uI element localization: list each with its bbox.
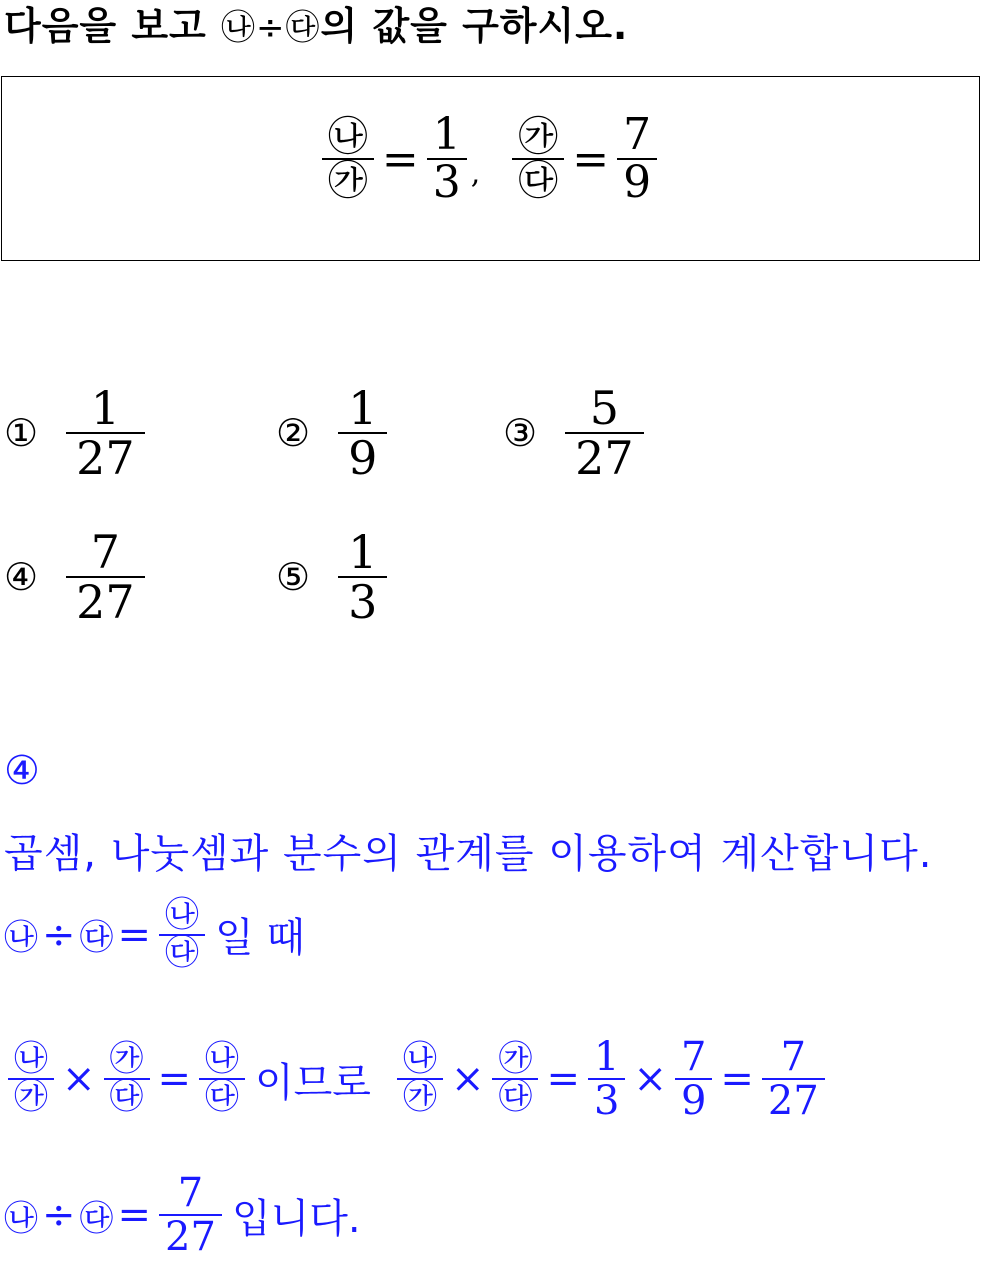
circled-da: ㉰ — [285, 8, 321, 48]
divide-sign: ÷ — [42, 1192, 76, 1238]
times-sign: × — [633, 1056, 667, 1102]
choice-marker: ③ — [503, 411, 538, 456]
choice-1[interactable] — [4, 381, 149, 486]
given-equations — [0, 109, 979, 209]
question-text — [4, 2, 628, 52]
denominator: 27 — [66, 576, 145, 626]
denominator: ㉮ — [397, 1078, 443, 1116]
line-tail: 입니다. — [231, 1195, 361, 1242]
circled-da: ㉰ — [79, 1198, 114, 1239]
numerator: 5 — [589, 381, 619, 435]
comma: , — [470, 155, 481, 191]
given-value-1 — [427, 109, 467, 209]
fraction — [675, 1036, 712, 1122]
denominator: 27 — [66, 432, 145, 482]
circled-na: ㉯ — [221, 8, 256, 48]
choice-fraction — [565, 381, 644, 486]
question-suffix: 의 값을 구하시오. — [320, 4, 629, 48]
solution-line-3 — [4, 1172, 361, 1258]
times-sign: × — [450, 1056, 485, 1102]
numerator: 7 — [780, 1034, 807, 1080]
denominator: 3 — [427, 158, 467, 206]
numerator: ㉯ — [165, 895, 200, 935]
denominator: ㉰ — [104, 1078, 150, 1116]
numerator: 1 — [90, 381, 120, 435]
given-value-2 — [617, 109, 657, 209]
solution-answer: ④ — [4, 748, 40, 794]
denominator: 3 — [338, 576, 387, 626]
solution-line-2 — [4, 1036, 829, 1122]
circled-na: ㉯ — [4, 1198, 38, 1239]
choice-3[interactable] — [503, 381, 648, 486]
denominator: 9 — [675, 1078, 712, 1122]
numerator: ㉮ — [498, 1039, 533, 1080]
fraction — [588, 1036, 625, 1122]
denominator: 27 — [565, 432, 644, 482]
equals-sign: = — [720, 1056, 754, 1102]
numerator: 7 — [177, 1170, 204, 1216]
numerator: 1 — [432, 109, 461, 160]
times-sign: × — [62, 1056, 96, 1102]
equals-sign: = — [572, 133, 610, 185]
numerator: ㉯ — [14, 1039, 48, 1080]
solution-line-1 — [4, 895, 306, 973]
given-fraction-1 — [322, 114, 374, 205]
numerator: 7 — [623, 109, 652, 160]
choice-fraction — [66, 381, 145, 486]
fraction — [762, 1036, 825, 1122]
equals-sign: = — [157, 1056, 192, 1102]
circled-da: ㉰ — [79, 918, 114, 959]
denominator: ㉮ — [322, 158, 374, 202]
numerator: 7 — [90, 525, 120, 579]
denominator: ㉮ — [8, 1078, 54, 1116]
divide-sign: ÷ — [256, 8, 286, 48]
denominator: 9 — [617, 158, 657, 206]
numerator: ㉮ — [109, 1039, 144, 1080]
line-mid: 이므로 — [255, 1059, 371, 1106]
question-prefix: 다음을 보고 — [4, 4, 221, 48]
denominator: ㉰ — [492, 1078, 538, 1116]
given-fraction-2 — [512, 114, 564, 205]
denominator: ㉰ — [512, 158, 564, 202]
choice-4[interactable] — [4, 525, 149, 630]
numerator: ㉯ — [205, 1039, 240, 1080]
numerator: 1 — [348, 525, 378, 579]
numerator: 1 — [593, 1034, 620, 1080]
fraction — [104, 1039, 150, 1117]
numerator: ㉯ — [327, 114, 368, 161]
choice-marker: ② — [276, 411, 311, 456]
circled-na: ㉯ — [4, 918, 38, 959]
denominator: 27 — [762, 1078, 825, 1122]
denominator: ㉰ — [199, 1078, 245, 1116]
numerator: 1 — [348, 381, 378, 435]
equals-sign: = — [546, 1056, 580, 1102]
choice-fraction — [338, 525, 387, 630]
numerator: ㉮ — [518, 114, 559, 161]
choice-marker: ① — [4, 411, 39, 456]
equals-sign: = — [381, 133, 419, 185]
denominator: ㉰ — [159, 934, 205, 972]
choice-marker: ⑤ — [276, 555, 311, 600]
fraction — [159, 895, 205, 973]
denominator: 3 — [588, 1078, 625, 1122]
choice-5[interactable] — [276, 525, 391, 630]
fraction — [159, 1172, 222, 1258]
fraction — [492, 1039, 538, 1117]
divide-sign: ÷ — [42, 911, 76, 958]
fraction — [8, 1039, 54, 1117]
choice-fraction — [338, 381, 387, 486]
numerator: 7 — [680, 1034, 707, 1080]
choice-marker: ④ — [4, 555, 39, 600]
denominator: 9 — [338, 432, 387, 482]
fraction — [199, 1039, 245, 1117]
line-tail: 일 때 — [215, 915, 306, 962]
choice-2[interactable] — [276, 381, 391, 486]
denominator: 27 — [159, 1214, 222, 1258]
numerator: ㉯ — [402, 1039, 437, 1080]
equals-sign: = — [117, 911, 152, 958]
fraction — [397, 1039, 443, 1117]
choice-fraction — [66, 525, 145, 630]
equals-sign: = — [117, 1192, 152, 1238]
solution-explanation: 곱셈, 나눗셈과 분수의 관계를 이용하여 계산합니다. — [4, 831, 933, 877]
